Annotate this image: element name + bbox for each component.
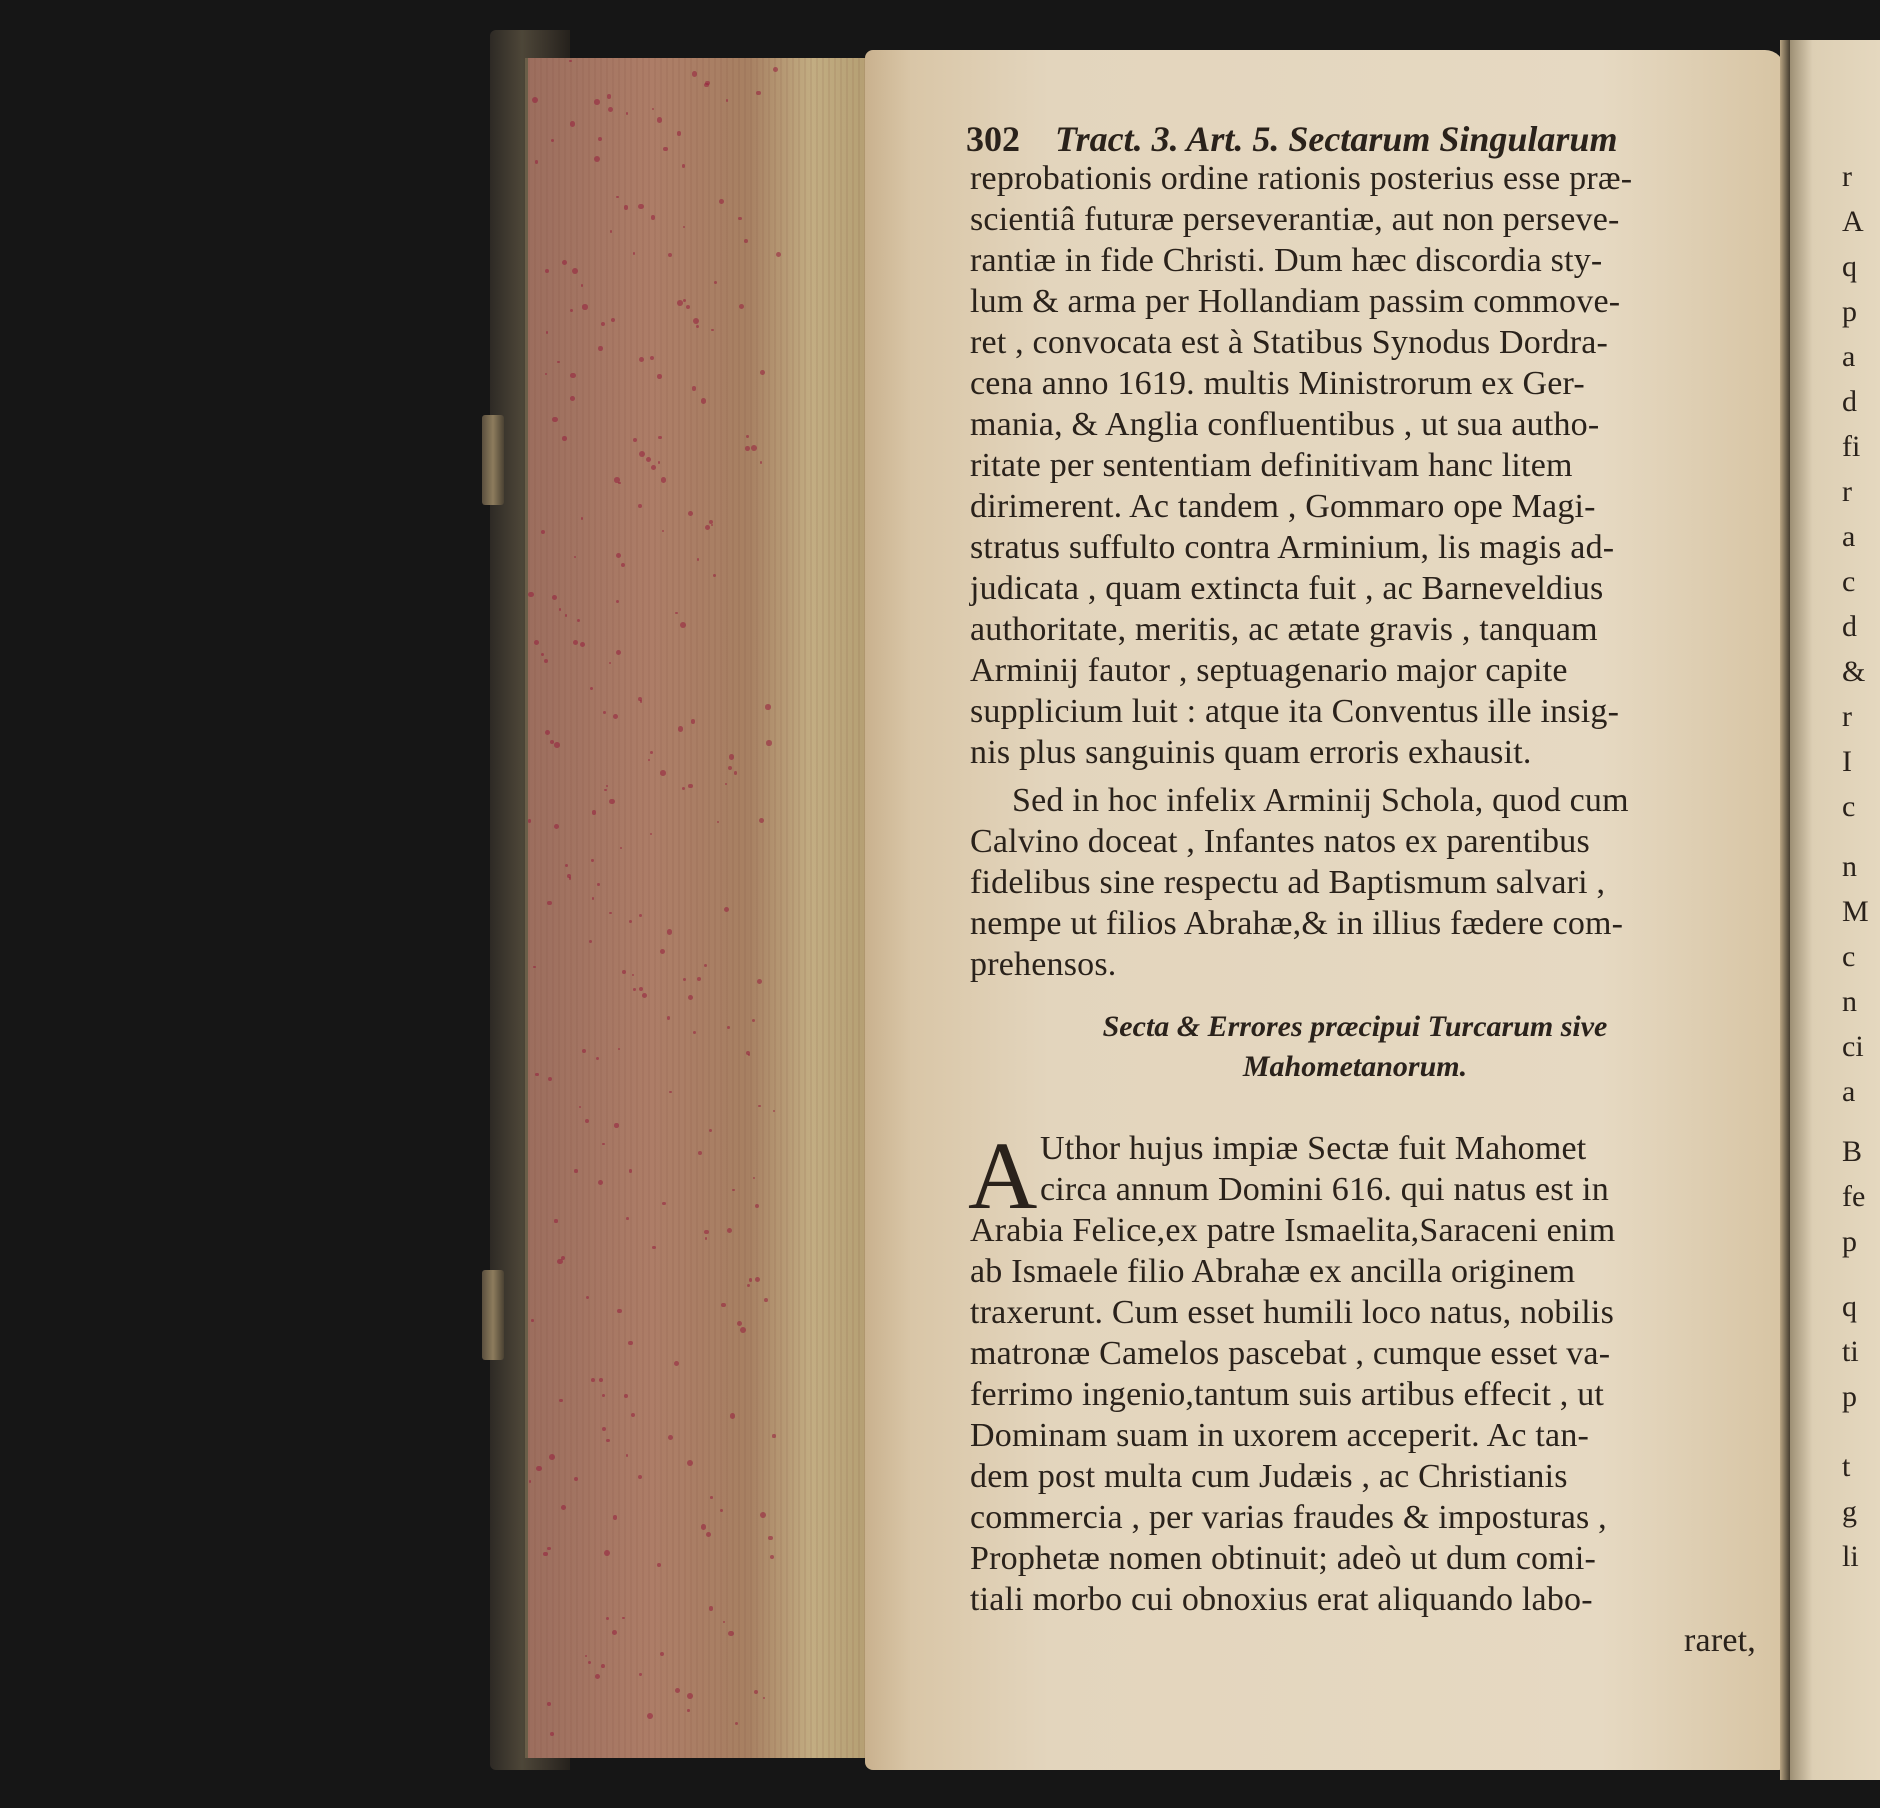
text-line: Uthor hujus impiæ Sectæ fuit Mahomet — [1040, 1130, 1587, 1167]
facing-page-letter: c — [1842, 790, 1856, 823]
facing-page-letter: d — [1842, 610, 1857, 643]
facing-page-letter: t — [1842, 1450, 1851, 1483]
facing-page-letter: a — [1842, 1075, 1856, 1108]
text-line: supplicium luit : atque ita Conventus ille insig- — [970, 693, 1620, 730]
text-line: nis plus sanguinis quam erroris exhausit. — [970, 734, 1532, 771]
text-line: scientiâ futuræ perseverantiæ, aut non perseve- — [970, 201, 1620, 238]
text-line: dirimerent. Ac tandem , Gommaro ope Magi- — [970, 488, 1596, 525]
text-line: ret , convocata est à Statibus Synodus Dordra- — [970, 324, 1609, 361]
text-line: prehensos. — [970, 946, 1117, 983]
text-line: Dominam suam in uxorem acceperit. Ac tan- — [970, 1417, 1590, 1454]
facing-page-letter: & — [1842, 655, 1866, 688]
page-number: 302 — [966, 119, 1020, 159]
drop-cap: A — [968, 1122, 1038, 1229]
text-line: ritate per sententiam definitivam hanc litem — [970, 447, 1573, 484]
section-heading-line: Mahometanorum. — [1242, 1050, 1468, 1083]
facing-page-letter: q — [1842, 250, 1857, 283]
facing-page-letter: g — [1842, 1495, 1857, 1528]
facing-page-letter: c — [1842, 940, 1856, 973]
text-line: lum & arma per Hollandiam passim commove- — [970, 283, 1621, 320]
running-title: Tract. 3. Art. 5. Sectarum Singularum — [1055, 119, 1618, 159]
facing-page-letter: d — [1842, 385, 1857, 418]
text-line: traxerunt. Cum esset humili loco natus, nobilis — [970, 1294, 1614, 1331]
facing-page-letter: n — [1842, 985, 1857, 1018]
catchword: raret, — [1684, 1622, 1756, 1659]
facing-page-letter: r — [1842, 160, 1852, 193]
text-line: mania, & Anglia confluentibus , ut sua autho- — [970, 406, 1600, 443]
facing-page-letter: B — [1842, 1135, 1863, 1168]
facing-page-letter: p — [1842, 1380, 1857, 1413]
text-line: Arabia Felice,ex patre Ismaelita,Saraceni enim — [970, 1212, 1616, 1249]
text-line: cena anno 1619. multis Ministrorum ex Ger- — [970, 365, 1585, 402]
facing-page-letter: r — [1842, 700, 1852, 733]
text-line: dem post multa cum Judæis , ac Christianis — [970, 1458, 1568, 1495]
text-line: judicata , quam extincta fuit , ac Barneveldius — [970, 570, 1604, 607]
text-line: rantiæ in fide Christi. Dum hæc discordia sty- — [970, 242, 1603, 279]
text-line: Sed in hoc infelix Arminij Schola, quod cum — [1012, 782, 1629, 819]
text-line: fidelibus sine respectu ad Baptismum salvari , — [970, 864, 1606, 901]
page-edge-block — [525, 58, 883, 1758]
facing-page-letter: M — [1842, 895, 1869, 928]
text-line: authoritate, meritis, ac ætate gravis , tanquam — [970, 611, 1598, 648]
text-line: Arminij fautor , septuagenario major capite — [970, 652, 1568, 689]
text-line: Prophetæ nomen obtinuit; adeò ut dum comi- — [970, 1540, 1596, 1577]
clasp-hinge-lower — [482, 1270, 504, 1360]
facing-page-letter: I — [1842, 745, 1852, 778]
facing-page-letter: A — [1842, 205, 1864, 238]
text-line: reprobationis ordine rationis posterius esse præ- — [970, 160, 1633, 197]
facing-page-letter: li — [1842, 1540, 1859, 1573]
section-heading-line: Secta & Errores præcipui Turcarum sive — [1102, 1010, 1608, 1043]
facing-page-letter: a — [1842, 520, 1856, 553]
running-header — [966, 118, 1617, 160]
facing-page-letter: r — [1842, 475, 1852, 508]
facing-page-letter: c — [1842, 565, 1856, 598]
text-line: stratus suffulto contra Arminium, lis magis ad- — [970, 529, 1615, 566]
facing-page-letter: a — [1842, 340, 1856, 373]
text-line: tiali morbo cui obnoxius erat aliquando labo- — [970, 1581, 1593, 1618]
facing-page-letter: fe — [1842, 1180, 1866, 1213]
text-line: matronæ Camelos pascebat , cumque esset va- — [970, 1335, 1611, 1372]
text-line: commercia , per varias fraudes & imposturas , — [970, 1499, 1607, 1536]
text-line: ab Ismaele filio Abrahæ ex ancilla originem — [970, 1253, 1576, 1290]
facing-page-letter: p — [1842, 295, 1857, 328]
facing-page-letter: q — [1842, 1290, 1857, 1323]
facing-page-letter: ti — [1842, 1335, 1859, 1368]
facing-page-letter: fi — [1842, 430, 1861, 463]
text-line: nempe ut filios Abrahæ,& in illius fædere com- — [970, 905, 1624, 942]
facing-page-letter: ci — [1842, 1030, 1864, 1063]
facing-page-letter: n — [1842, 850, 1857, 883]
text-line: ferrimo ingenio,tantum suis artibus effecit , ut — [970, 1376, 1605, 1413]
facing-page-letter: p — [1842, 1225, 1857, 1258]
text-line: Calvino doceat , Infantes natos ex parentibus — [970, 823, 1590, 860]
clasp-hinge-upper — [482, 415, 504, 505]
text-line: circa annum Domini 616. qui natus est in — [1040, 1171, 1609, 1208]
